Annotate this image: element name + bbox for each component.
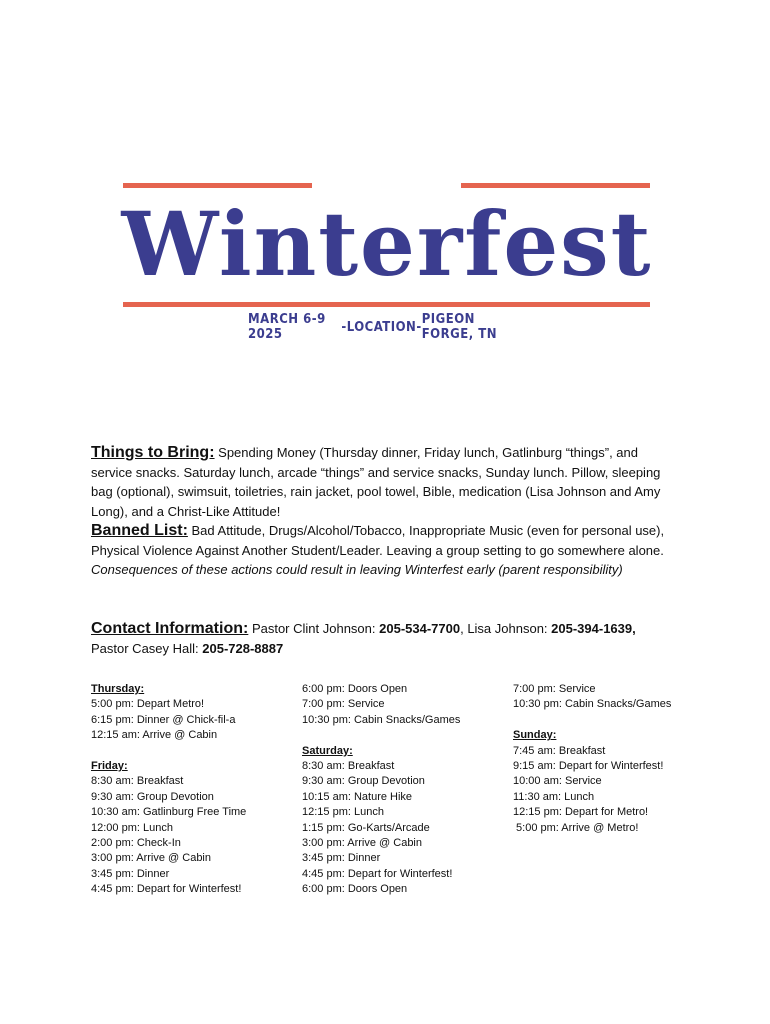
things-to-bring-section — [91, 443, 681, 521]
contact-heading: Contact Information: — [91, 620, 249, 637]
event-subtitle — [248, 312, 528, 342]
schedule-item: 10:30 pm: Cabin Snacks/Games — [302, 713, 461, 726]
bottom-rule — [123, 302, 650, 307]
banned-list-consequence: Consequences of these actions could result in leaving Winterfest early (parent responsibility) — [91, 562, 623, 577]
day-heading-saturday: Saturday: — [302, 744, 353, 757]
schedule-item: 12:00 pm: Lunch — [91, 821, 173, 834]
schedule-item: 1:15 pm: Go-Karts/Arcade — [302, 821, 430, 834]
event-title: Winterfest — [121, 192, 653, 296]
contact-name: Pastor Clint Johnson: — [248, 621, 380, 636]
contact-name: Pastor Casey Hall: — [91, 640, 203, 656]
event-location: LOCATION — [346, 319, 417, 335]
schedule-item: 3:00 pm: Arrive @ Cabin — [302, 837, 422, 850]
contact-phone: 205-728-8887 — [202, 640, 284, 656]
contact-phone: 205-394-1639, — [551, 621, 636, 636]
schedule-item: 3:45 pm: Dinner — [302, 852, 381, 865]
schedule-item: 12:15 pm: Lunch — [302, 806, 384, 819]
schedule-item: 2:00 pm: Check-In — [91, 837, 181, 850]
banned-list-text: Bad Attitude, Drugs/Alcohol/Tobacco, Inappropriate Music (even for personal use), Physical Violence Against Another Student/Leader. Leaving a group setting to go somewhere alone. — [91, 523, 665, 558]
schedule-column-1 — [91, 682, 291, 898]
schedule-item: 7:45 am: Breakfast — [513, 744, 606, 757]
schedule-item: 10:00 am: Service — [513, 775, 602, 788]
schedule-item: 12:15 am: Arrive @ Cabin — [91, 729, 218, 742]
banned-list-heading: Banned List: — [91, 522, 188, 539]
schedule-item: 6:00 pm: Doors Open — [302, 883, 408, 896]
schedule-item: 8:30 am: Breakfast — [302, 760, 395, 773]
schedule-item: 10:30 am: Gatlinburg Free Time — [91, 806, 247, 819]
schedule-item: 7:00 pm: Service — [513, 683, 596, 695]
schedule-column-2 — [302, 682, 502, 898]
schedule-item: 3:00 pm: Arrive @ Cabin — [91, 852, 211, 865]
schedule-item: 3:45 pm: Dinner — [91, 867, 170, 880]
banned-list-section — [91, 521, 681, 580]
schedule-item: 7:00 pm: Service — [302, 698, 385, 711]
schedule-item: 8:30 am: Breakfast — [91, 775, 184, 788]
schedule-item: 11:30 am: Lunch — [513, 790, 595, 803]
schedule-item: 4:45 pm: Depart for Winterfest! — [302, 867, 453, 880]
subtitle-separator: - — [341, 319, 347, 335]
day-heading-friday: Friday: — [91, 760, 128, 773]
schedule-item: 4:45 pm: Depart for Winterfest! — [91, 883, 242, 896]
schedule-item: 6:15 pm: Dinner @ Chick-fil-a — [91, 713, 236, 726]
schedule-item: 9:15 am: Depart for Winterfest! — [513, 760, 664, 773]
day-heading-sunday: Sunday: — [513, 729, 557, 742]
subtitle-separator: - — [416, 319, 422, 335]
day-heading-thursday: Thursday: — [91, 683, 145, 695]
contact-name: , Lisa Johnson: — [460, 621, 552, 636]
schedule-item: 9:30 am: Group Devotion — [91, 790, 214, 803]
schedule-item: 9:30 am: Group Devotion — [302, 775, 425, 788]
schedule-item: 10:30 pm: Cabin Snacks/Games — [513, 698, 672, 711]
schedule-column-3 — [513, 682, 713, 836]
schedule-item: 5:00 pm: Depart Metro! — [91, 698, 205, 711]
schedule-item: 12:15 pm: Depart for Metro! — [513, 806, 649, 819]
schedule-item: 5:00 pm: Arrive @ Metro! — [513, 821, 639, 834]
event-dates: MARCH 6-9 2025 — [248, 312, 326, 342]
event-city: PIGEON FORGE, TN — [421, 312, 497, 342]
things-to-bring-heading: Things to Bring: — [91, 444, 215, 461]
contact-phone: 205-534-7700 — [379, 621, 461, 636]
contact-section — [91, 619, 681, 658]
schedule-item: 6:00 pm: Doors Open — [302, 683, 408, 695]
schedule-item: 10:15 am: Nature Hike — [302, 790, 413, 803]
things-to-bring-text: Spending Money (Thursday dinner, Friday lunch, Gatlinburg “things”, and service snacks. Saturday lunch, arcade “things” and service snacks, Sunday lunch. Pillow, sleeping bag (optional), swimsuit, toiletries, rain jacket, pool towel, Bible, medication (Lisa Johnson and Amy Long), and a Christ-Like Attitude! — [91, 445, 661, 519]
